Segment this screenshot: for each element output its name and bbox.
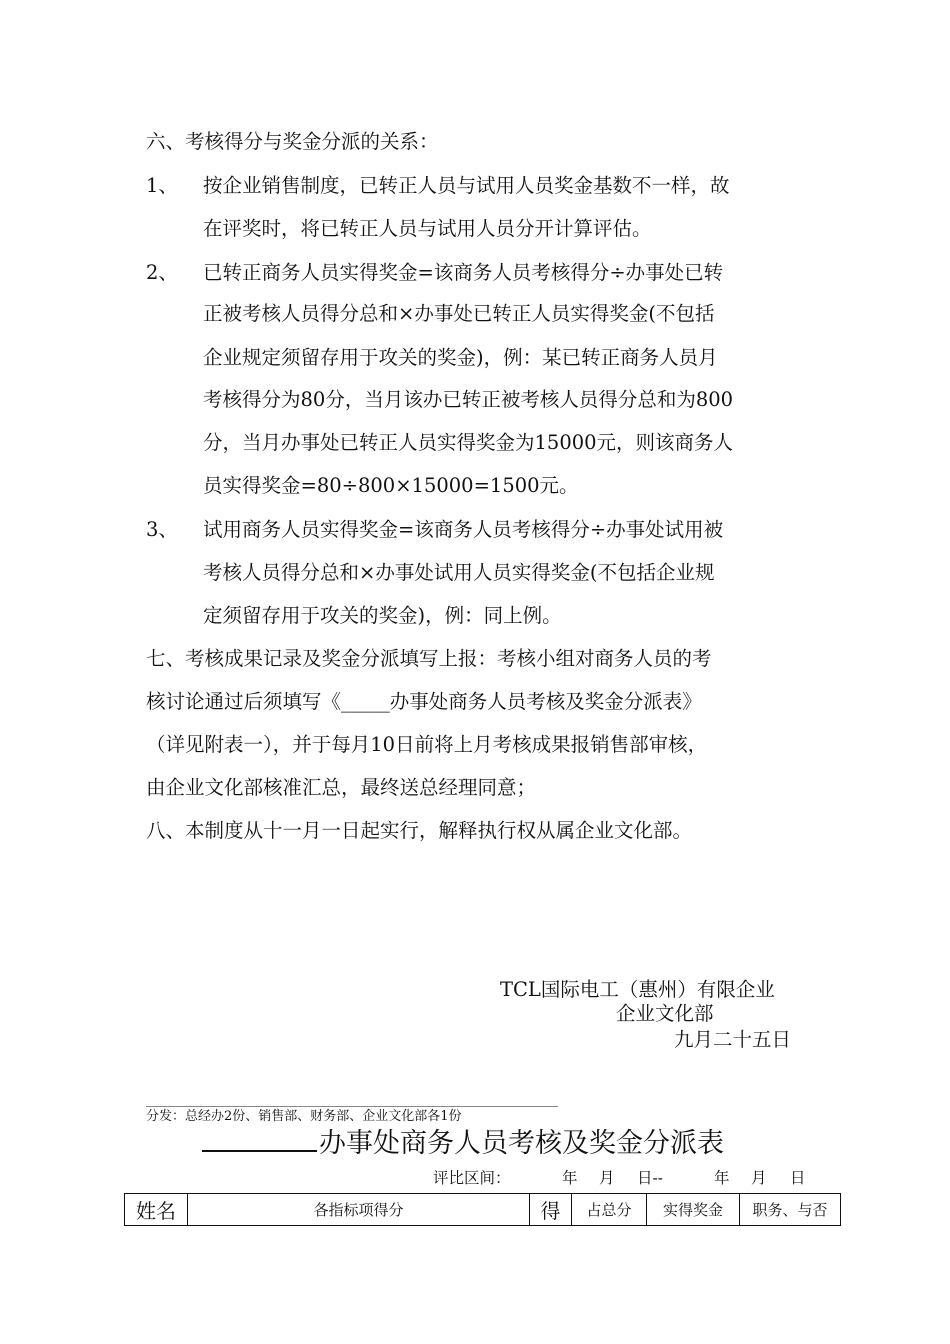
item-1-line-2: 在评奖时，将已转正人员与试用人员分开计算评估。 bbox=[203, 217, 652, 240]
section-six-heading: 六、考核得分与奖金分派的关系： bbox=[146, 130, 439, 153]
col-position: 职务、与否 bbox=[740, 1194, 841, 1226]
signature-date: 九月二十五日 bbox=[674, 1028, 792, 1051]
col-indicator-scores: 各指标项得分 bbox=[188, 1194, 530, 1226]
section-seven-line-3: （详见附表一），并于每月10日前将上月考核成果报销售部审核， bbox=[146, 733, 708, 756]
period-label: 评比区间： bbox=[433, 1169, 511, 1187]
item-3-line-2: 考核人员得分总和×办事处试用人员实得奖金(不包括企业规 bbox=[203, 561, 715, 584]
table-header-row bbox=[125, 1194, 841, 1226]
item-3-number: 3、 bbox=[146, 518, 178, 541]
period-day-2: 日 bbox=[790, 1169, 806, 1187]
item-2-line-3: 企业规定须留存用于攻关的奖金)，例：某已转正商务人员月 bbox=[203, 346, 718, 369]
col-share-of-total: 占总分 bbox=[572, 1194, 647, 1226]
distribution-note: 分发：总经办2份、销售部、财务部、企业文化部各1份 bbox=[146, 1109, 462, 1124]
col-score: 得 bbox=[530, 1194, 572, 1226]
item-2-line-2: 正被考核人员得分总和×办事处已转正人员实得奖金(不包括 bbox=[203, 302, 715, 325]
col-name: 姓名 bbox=[125, 1194, 188, 1226]
item-2-line-6: 员实得奖金=80÷800×15000=1500元。 bbox=[203, 474, 579, 497]
item-2-line-1: 已转正商务人员实得奖金=该商务人员考核得分÷办事处已转 bbox=[203, 261, 724, 284]
period-day-1: 日-- bbox=[637, 1169, 663, 1187]
item-2-number: 2、 bbox=[146, 261, 178, 284]
period-month-1: 月 bbox=[599, 1169, 615, 1187]
col-actual-bonus: 实得奖金 bbox=[647, 1194, 740, 1226]
item-1-line-1: 按企业销售制度，已转正人员与试用人员奖金基数不一样，故 bbox=[203, 174, 730, 197]
period-year-1: 年 bbox=[562, 1169, 578, 1187]
signature-department: 企业文化部 bbox=[616, 1002, 714, 1025]
footnote-rule bbox=[146, 1106, 558, 1107]
item-1-number: 1、 bbox=[146, 174, 178, 197]
signature-company: TCL国际电工（惠州）有限企业 bbox=[500, 978, 775, 1001]
form-title-text: 办事处商务人员考核及奖金分派表 bbox=[319, 1128, 724, 1159]
section-eight-line: 八、本制度从十一月一日起实行，解释执行权从属企业文化部。 bbox=[146, 819, 693, 842]
office-name-blank[interactable] bbox=[202, 1128, 317, 1152]
item-3-line-3: 定须留存用于攻关的奖金)，例：同上例。 bbox=[203, 604, 562, 627]
section-seven-line-2: 核讨论通过后须填写《_____办事处商务人员考核及奖金分派表》 bbox=[146, 690, 702, 713]
period-month-2: 月 bbox=[751, 1169, 767, 1187]
section-seven-line-1: 七、考核成果记录及奖金分派填写上报：考核小组对商务人员的考 bbox=[146, 647, 712, 670]
period-year-2: 年 bbox=[714, 1169, 730, 1187]
form-title bbox=[202, 1128, 724, 1157]
section-seven-line-4: 由企业文化部核准汇总，最终送总经理同意； bbox=[146, 776, 537, 799]
item-2-line-4: 考核得分为80分，当月该办已转正被考核人员得分总和为800 bbox=[203, 388, 734, 411]
item-2-line-5: 分，当月办事处已转正人员实得奖金为15000元，则该商务人 bbox=[203, 431, 734, 454]
item-3-line-1: 试用商务人员实得奖金=该商务人员考核得分÷办事处试用被 bbox=[203, 518, 724, 541]
assessment-table bbox=[124, 1193, 841, 1226]
